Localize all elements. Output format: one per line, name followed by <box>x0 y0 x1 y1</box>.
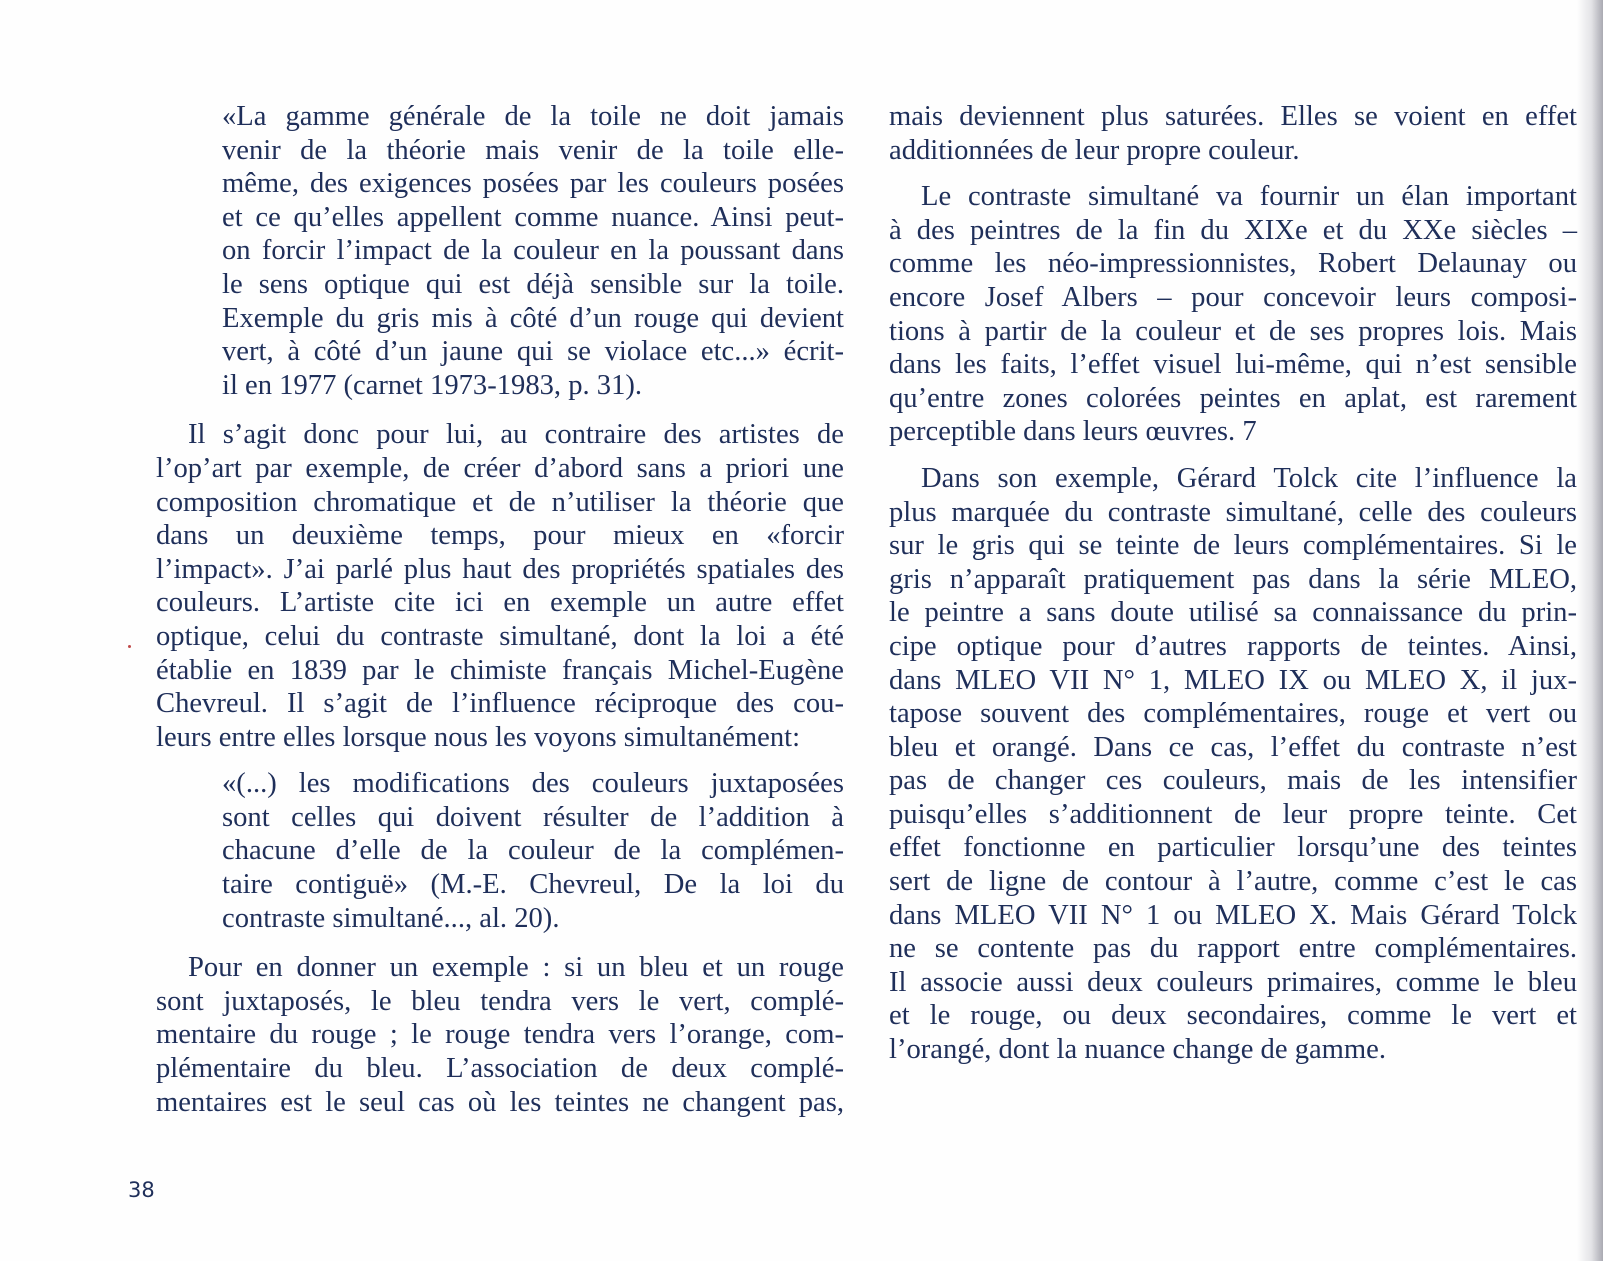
text-line: même, des exigences posées par les couleurs posées <box>222 168 844 200</box>
text-line: Pour en donner un exemple : si un bleu et un rouge <box>188 952 844 984</box>
paragraph-3 <box>889 180 1577 449</box>
text-line: Il s’agit donc pour lui, au contraire des artistes de <box>188 419 844 451</box>
text-line: mentaire du rouge ; le rouge tendra vers l’orange, com- <box>156 1019 844 1051</box>
text-line: taire contiguë» (M.-E. Chevreul, De la loi du <box>222 869 844 901</box>
text-line: dans un deuxième temps, pour mieux en «forcir <box>156 520 844 552</box>
text-line: ne se contente pas du rapport entre complémentaires. <box>889 933 1577 965</box>
text-line: chacune d’elle de la couleur de la complémen- <box>222 835 844 867</box>
text-line: sur le gris qui se teinte de leurs complémentaires. Si le <box>889 530 1577 562</box>
text-line: on forcir l’impact de la couleur en la poussant dans <box>222 235 844 267</box>
text-line: dans MLEO VII N° 1 ou MLEO X. Mais Gérard Tolck <box>889 899 1577 931</box>
paragraph-4 <box>889 462 1577 1067</box>
text-line: Le contraste simultané va fournir un élan important <box>921 181 1577 213</box>
text-line: mentaires est le seul cas où les teintes ne changent pas, <box>156 1086 844 1118</box>
text-line: Chevreul. Il s’agit de l’influence réciproque des cou- <box>156 688 844 720</box>
text-line: plémentaire du bleu. L’association de deux complé- <box>156 1053 844 1085</box>
text-line: tions à partir de la couleur et de ses propres lois. Mais <box>889 315 1577 347</box>
text-line: contraste simultané..., al. 20). <box>222 902 560 934</box>
text-line: «(...) les modifications des couleurs juxtaposées <box>222 768 844 800</box>
text-line: vert, à côté d’un jaune qui se violace etc...» écrit- <box>222 336 844 368</box>
text-line: Exemple du gris mis à côté d’un rouge qui devient <box>222 302 844 334</box>
text-line: sont juxtaposés, le bleu tendra vers le vert, complé- <box>156 985 844 1017</box>
text-line: puisqu’elles s’additionnent de leur propre teinte. Cet <box>889 798 1577 830</box>
text-line: l’impact». J’ai parlé plus haut des propriétés spatiales des <box>156 553 844 585</box>
text-line: le sens optique qui est déjà sensible sur la toile. <box>222 268 844 300</box>
quote-block-2 <box>222 767 844 935</box>
left-column <box>156 100 844 1132</box>
text-line: dans MLEO VII N° 1, MLEO IX ou MLEO X, il jux- <box>889 664 1577 696</box>
paper-speck <box>128 645 131 648</box>
text-line: perceptible dans leurs œuvres. 7 <box>889 416 1257 448</box>
text-line: encore Josef Albers – pour concevoir leurs composi- <box>889 281 1577 313</box>
paragraph-2 <box>156 951 844 1119</box>
text-line: il en 1977 (carnet 1973-1983, p. 31). <box>222 369 643 401</box>
text-line: dans les faits, l’effet visuel lui-même, qui n’est sensible <box>889 349 1577 381</box>
text-line: gris n’apparaît pratiquement pas dans la série MLEO, <box>889 563 1577 595</box>
text-line: l’orangé, dont la nuance change de gamme. <box>889 1034 1386 1066</box>
text-line: mais deviennent plus saturées. Elles se voient en effet <box>889 101 1577 132</box>
text-line: Dans son exemple, Gérard Tolck cite l’influence la <box>921 462 1577 494</box>
right-column <box>889 100 1577 1080</box>
text-line: l’op’art par exemple, de créer d’abord sans a priori une <box>156 452 844 484</box>
text-line: et ce qu’elles appellent comme nuance. Ainsi peut- <box>222 201 844 233</box>
text-line: le peintre a sans doute utilisé sa connaissance du prin- <box>889 597 1577 629</box>
paragraph-continued <box>889 100 1577 167</box>
text-line: effet fonctionne en particulier lorsqu’une des teintes <box>889 832 1577 864</box>
text-line: sont celles qui doivent résulter de l’addition à <box>222 801 844 833</box>
text-line: cipe optique pour d’autres rapports de teintes. Ainsi, <box>889 630 1577 662</box>
paragraph-1 <box>156 418 844 754</box>
text-line: à des peintres de la fin du XIXe et du XXe siècles – <box>889 214 1577 246</box>
text-line: pas de changer ces couleurs, mais de les intensifier <box>889 765 1577 797</box>
text-line: Il associe aussi deux couleurs primaires, comme le bleu <box>889 966 1577 998</box>
text-line: qu’entre zones colorées peintes en aplat, est rarement <box>889 382 1577 414</box>
text-line: composition chromatique et de n’utiliser la théorie que <box>156 486 844 518</box>
text-line: venir de la théorie mais venir de la toile elle- <box>222 134 844 166</box>
text-line: sert de ligne de contour à l’autre, comme c’est le cas <box>889 866 1577 898</box>
text-line: bleu et orangé. Dans ce cas, l’effet du contraste n’est <box>889 731 1577 763</box>
text-line: comme les néo-impressionnistes, Robert Delaunay ou <box>889 248 1577 280</box>
page-edge-shadow <box>1577 0 1603 1261</box>
text-line: «La gamme générale de la toile ne doit jamais <box>222 101 844 132</box>
text-line: leurs entre elles lorsque nous les voyons simultanément: <box>156 721 801 753</box>
text-line: plus marquée du contraste simultané, celle des couleurs <box>889 496 1577 528</box>
text-line: couleurs. L’artiste cite ici en exemple un autre effet <box>156 587 844 619</box>
text-line: et le rouge, ou deux secondaires, comme le vert et <box>889 1000 1577 1032</box>
page-number: 38 <box>128 1178 155 1202</box>
text-line: établie en 1839 par le chimiste français Michel-Eugène <box>156 654 844 686</box>
text-line: tapose souvent des complémentaires, rouge et vert ou <box>889 698 1577 730</box>
quote-block-1 <box>222 100 844 402</box>
text-line: additionnées de leur propre couleur. <box>889 134 1300 166</box>
text-line: optique, celui du contraste simultané, dont la loi a été <box>156 620 844 652</box>
